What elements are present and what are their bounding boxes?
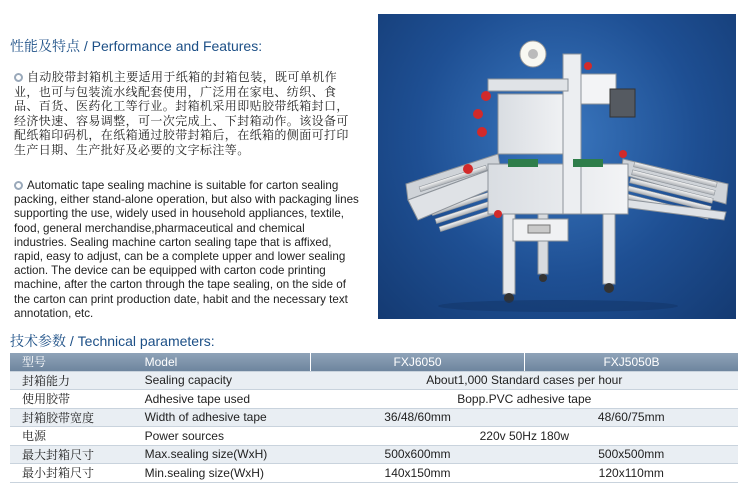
row-label-en: Min.sealing size(WxH)	[127, 464, 311, 483]
technical-heading	[10, 331, 215, 351]
row-value-fxj6050: 140x150mm	[311, 464, 525, 483]
table-row	[10, 464, 738, 483]
product-photo	[378, 14, 736, 319]
technical-parameters-table	[10, 353, 738, 483]
performance-heading-cn: 性能及特点	[10, 38, 80, 54]
table-row	[10, 445, 738, 464]
header-cell-model-cn: 型号	[10, 353, 127, 371]
table-row	[10, 408, 738, 427]
table-row	[10, 427, 738, 446]
description-english-text: Automatic tape sealing machine is suitable for carton sealing packing, either stand-alone operation, but also with packaging lines supporting the use, widely used in household appliances, textile, food, general merchandise,pharmaceutical and chemical industries. Sealing machine carton sealing tape that is affixed, rapid, easy to adjust, can be a complete upper and lower sealing action. The device can be equipped with carton code printing machine, after the carton through the tape sealing, on the side of the carton can print production date, habit and the necessary text annotation, etc.	[14, 179, 359, 320]
description-chinese-text: 自动胶带封箱机主要适用于纸箱的封箱包装，既可单机作业，也可与包装流水线配套使用，广泛用在家电、纺织、食品、百货、医药化工等行业。封箱机采用即贴胶带纸箱封口，经济快速、容易调整，可一次完成上、下封箱动作。该设备可配纸箱印码机，在纸箱通过胶带封箱后，在纸箱的侧面可打印生产日期、生产批好及必要的文字标注等。	[14, 70, 349, 157]
row-value-fxj6050: 36/48/60mm	[311, 408, 525, 427]
table-row	[10, 390, 738, 409]
row-label-cn: 最大封箱尺寸	[10, 445, 127, 464]
row-value-fxj5050b: 120x110mm	[525, 464, 739, 483]
row-label-cn: 使用胶带	[10, 390, 127, 409]
row-label-cn: 封箱能力	[10, 371, 127, 390]
technical-heading-en: / Technical parameters	[69, 333, 211, 349]
row-label-cn: 封箱胶带宽度	[10, 408, 127, 427]
table-header-row	[10, 353, 738, 371]
bullet-circle-icon	[14, 181, 23, 190]
row-value-merged: 220v 50Hz 180w	[311, 427, 738, 446]
row-label-en: Max.sealing size(WxH)	[127, 445, 311, 464]
row-value-fxj5050b: 48/60/75mm	[525, 408, 739, 427]
row-value-merged: Bopp.PVC adhesive tape	[311, 390, 738, 409]
header-cell-fxj6050: FXJ6050	[311, 353, 525, 371]
performance-heading-colon: :	[258, 38, 263, 54]
description-english	[14, 179, 359, 321]
header-cell-fxj5050b: FXJ5050B	[525, 353, 739, 371]
header-cell-model-en: Model	[127, 353, 311, 371]
row-label-cn: 最小封箱尺寸	[10, 464, 127, 483]
technical-heading-colon: :	[210, 333, 215, 349]
row-value-fxj5050b: 500x500mm	[525, 445, 739, 464]
row-label-en: Adhesive tape used	[127, 390, 311, 409]
performance-heading-en: / Performance and Features	[83, 38, 259, 54]
row-label-en: Width of adhesive tape	[127, 408, 311, 427]
row-value-merged: About1,000 Standard cases per hour	[311, 371, 738, 390]
table-row	[10, 371, 738, 390]
description-chinese	[14, 70, 359, 158]
row-label-en: Power sources	[127, 427, 311, 446]
performance-heading	[10, 36, 262, 56]
carton-sealing-machine-image	[378, 14, 736, 319]
row-label-en: Sealing capacity	[127, 371, 311, 390]
row-label-cn: 电源	[10, 427, 127, 446]
bullet-circle-icon	[14, 73, 23, 82]
technical-heading-cn: 技术参数	[10, 333, 66, 349]
row-value-fxj6050: 500x600mm	[311, 445, 525, 464]
